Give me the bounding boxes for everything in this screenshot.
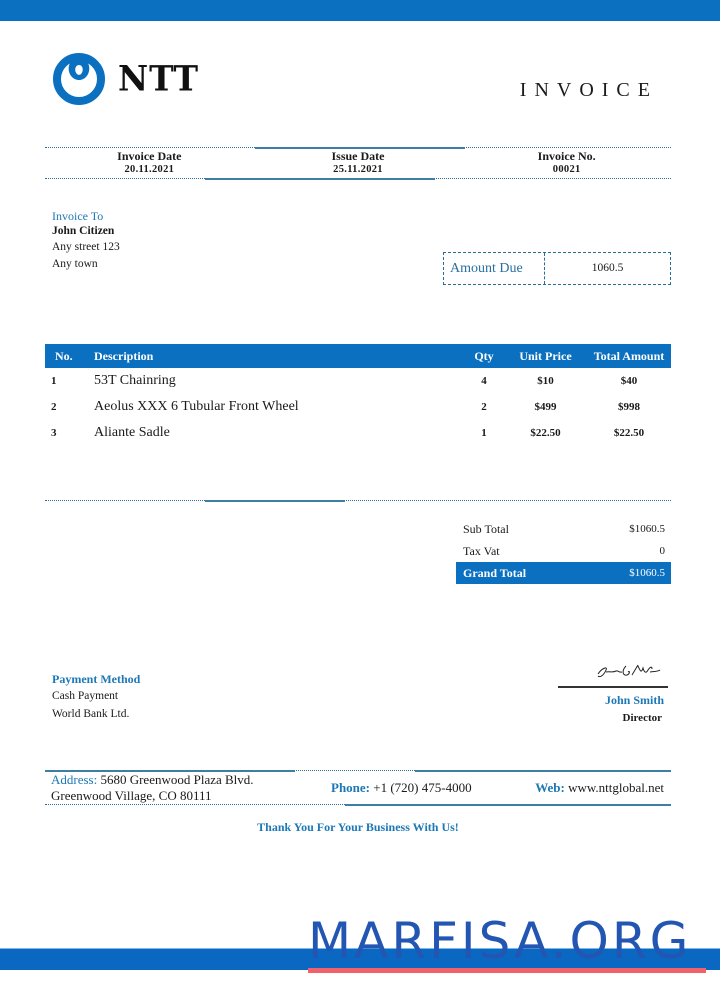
- invoice-number-label: Invoice No.: [537, 149, 596, 163]
- amount-due-label: Amount Due: [444, 253, 545, 284]
- customer-address-line1: Any street 123: [52, 241, 120, 253]
- web-value[interactable]: www.nttglobal.net: [568, 779, 664, 795]
- divider: [45, 147, 671, 148]
- signature-block: [558, 660, 668, 727]
- header-unit-price: Unit Price: [519, 349, 572, 363]
- row-total: $40: [620, 375, 638, 387]
- tax-label: Tax Vat: [463, 544, 500, 558]
- table-row: [45, 394, 671, 420]
- subtotal-value: $1060.5: [629, 523, 665, 535]
- grand-total-label: Grand Total: [463, 566, 527, 580]
- address-line2: Greenwood Village, CO 80111: [51, 787, 212, 803]
- company-website: [511, 780, 671, 796]
- top-accent-bar: [0, 0, 720, 21]
- phone-label: Phone:: [331, 779, 370, 795]
- row-total: $998: [618, 401, 640, 413]
- row-description: Aeolus XXX 6 Tubular Front Wheel: [94, 399, 299, 414]
- invoice-date-value: 20.11.2021: [124, 164, 175, 175]
- invoice-date-label: Invoice Date: [117, 149, 182, 163]
- amount-due-value: 1060.5: [591, 262, 624, 274]
- row-unit-price: $22.50: [530, 427, 561, 439]
- issue-date-block: [254, 149, 463, 176]
- items-divider: [45, 500, 671, 501]
- company-address: [45, 772, 331, 804]
- invoice-meta-strip: [45, 147, 671, 178]
- row-description: Aliante Sadle: [94, 425, 170, 440]
- grand-total-value: $1060.5: [629, 567, 665, 579]
- contact-strip: [45, 770, 671, 805]
- phone-value: +1 (720) 475-4000: [373, 779, 472, 795]
- row-no: 2: [51, 401, 57, 413]
- signatory-name: John Smith: [604, 693, 664, 707]
- thank-you-message: Thank You For Your Business With Us!: [257, 820, 459, 834]
- invoice-number-block: [462, 149, 671, 176]
- invoice-date-block: [45, 149, 254, 176]
- subtotal-row: [456, 518, 671, 540]
- row-qty: 4: [481, 375, 487, 387]
- table-row: [45, 420, 671, 446]
- row-unit-price: $10: [537, 375, 554, 387]
- row-description: 53T Chainring: [94, 373, 176, 388]
- header-qty: Qty: [474, 349, 494, 363]
- address-line1: 5680 Greenwood Plaza Blvd.: [100, 771, 254, 787]
- subtotal-label: Sub Total: [463, 522, 509, 536]
- bill-to-label: Invoice To: [52, 209, 104, 223]
- address-label: Address:: [51, 771, 98, 787]
- signature-line: [558, 686, 668, 688]
- invoice-number-value: 00021: [552, 164, 581, 175]
- tax-value: 0: [659, 545, 665, 557]
- divider: [45, 804, 671, 805]
- company-logo: [52, 51, 199, 105]
- header-no: No.: [55, 349, 73, 363]
- issue-date-value: 25.11.2021: [333, 164, 383, 175]
- grand-total-row: [456, 562, 671, 584]
- company-phone: [331, 780, 511, 796]
- payment-method-value: Cash Payment: [52, 690, 119, 702]
- table-header: [45, 344, 671, 368]
- web-label: Web:: [535, 779, 565, 795]
- table-row: [45, 368, 671, 394]
- payment-method-label: Payment Method: [52, 672, 141, 686]
- header-description: Description: [94, 349, 154, 363]
- issue-date-label: Issue Date: [331, 149, 385, 163]
- payment-bank: World Bank Ltd.: [52, 708, 130, 720]
- bill-to-section: [52, 209, 120, 273]
- signatory-title: Director: [622, 712, 662, 724]
- payment-method-section: [52, 672, 140, 723]
- customer-address-line2: Any town: [52, 258, 98, 270]
- row-qty: 2: [481, 401, 487, 413]
- document-title: INVOICE: [519, 79, 658, 101]
- company-name: NTT: [118, 57, 200, 99]
- watermark-text: MARFISA.ORG: [308, 912, 692, 970]
- tax-row: [456, 540, 671, 562]
- watermark: [308, 911, 708, 975]
- header-total-amount: Total Amount: [593, 349, 665, 363]
- row-no: 1: [51, 375, 57, 387]
- handwritten-signature-icon: [594, 660, 664, 682]
- row-unit-price: $499: [534, 401, 557, 413]
- row-no: 3: [51, 427, 57, 439]
- row-qty: 1: [481, 427, 487, 439]
- ntt-ring-logo-icon: [52, 51, 106, 105]
- totals-block: [456, 518, 671, 584]
- customer-name: John Citizen: [52, 225, 115, 237]
- row-total: $22.50: [613, 427, 645, 439]
- line-items-table: [45, 344, 671, 446]
- divider: [45, 178, 671, 179]
- amount-due-box: [443, 252, 671, 285]
